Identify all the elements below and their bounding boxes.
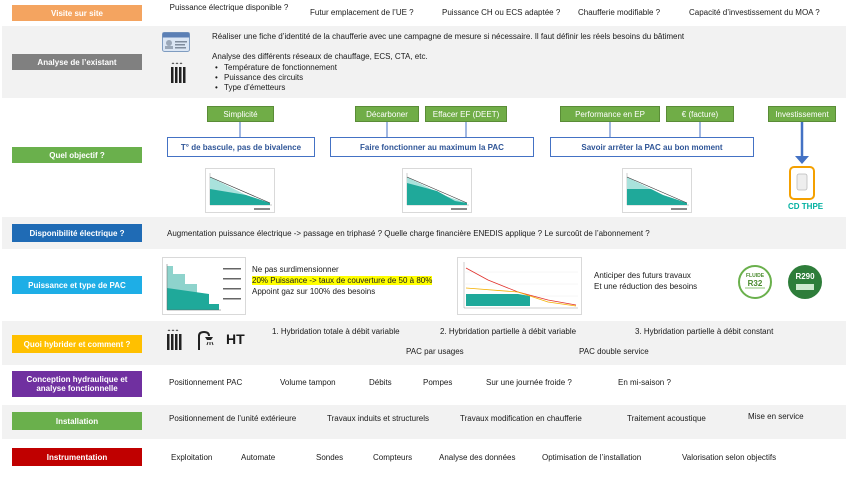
row-analyse xyxy=(2,26,846,98)
installation-item: Traitement acoustique xyxy=(627,414,706,423)
radiator-icon xyxy=(170,62,186,84)
monotone-curve-icon xyxy=(402,168,472,213)
goal-investissement: Investissement xyxy=(768,106,836,122)
bullet-item: • Type d’émetteurs xyxy=(214,83,337,93)
cd-thpe-label: CD THPE xyxy=(788,202,824,211)
row-puissance xyxy=(2,251,846,319)
row-instrumentation xyxy=(2,441,846,477)
installation-item: Travaux induits et structurels xyxy=(327,414,429,423)
instrumentation-item: Optimisation de l’installation xyxy=(542,453,642,462)
load-curve-chart-icon xyxy=(457,257,582,315)
goal-simplicite: Simplicité xyxy=(207,106,274,122)
monotone-curve-icon xyxy=(622,168,692,213)
item-futur-emplacement: Futur emplacement de l’UE ? xyxy=(310,8,414,17)
row-hybride xyxy=(2,321,846,365)
label-analyse: Analyse de l’existant xyxy=(12,54,142,70)
strategy-max-pac: Faire fonctionner au maximum la PAC xyxy=(330,137,534,157)
goal-facture: € (facture) xyxy=(666,106,734,122)
instrumentation-item: Analyse des données xyxy=(439,453,516,462)
id-card-icon xyxy=(162,32,190,52)
hybride-sub-double: PAC double service xyxy=(579,347,649,356)
instrumentation-item: Valorisation selon objectifs xyxy=(682,453,777,462)
monotone-curve-icon xyxy=(205,168,275,213)
hybride-option-2: 2. Hybridation partielle à débit variable xyxy=(440,327,577,336)
goal-performance-ep: Performance en EP xyxy=(560,106,660,122)
dispo-text: Augmentation puissance électrique -> passage en triphasé ? Quelle charge financière ENEDIS applique ? Le surcoût de l’abonnement ? xyxy=(167,229,650,238)
bullet-item: • Puissance des circuits xyxy=(214,73,337,83)
instrumentation-item: Automate xyxy=(241,453,276,462)
goal-decarboner: Décarboner xyxy=(355,106,419,122)
analyse-line2: Analyse des différents réseaux de chauffage, ECS, CTA, etc. xyxy=(212,52,428,61)
bullet-item: • Température de fonctionnement xyxy=(214,63,337,73)
r32-badge-icon xyxy=(737,264,773,300)
puissance-line5: Et une réduction des besoins xyxy=(594,282,698,291)
item-puissance-ch: Puissance CH ou ECS adaptée ? xyxy=(442,8,561,17)
analyse-bullets xyxy=(214,63,337,93)
row-installation xyxy=(2,405,846,439)
strategy-arret-pac: Savoir arrêter la PAC au bon moment xyxy=(550,137,754,157)
strategy-bivalence: T° de bascule, pas de bivalence xyxy=(167,137,315,157)
puissance-line1: Ne pas surdimensionner xyxy=(252,265,339,274)
instrumentation-item: Sondes xyxy=(316,453,344,462)
heat-pump-unit-icon xyxy=(789,166,815,200)
coverage-chart-icon xyxy=(162,257,246,315)
row-conception xyxy=(2,367,846,403)
r290-badge-icon xyxy=(787,264,823,300)
row-objectif xyxy=(2,100,846,215)
conception-item: Pompes xyxy=(423,378,453,387)
label-objectif: Quel objectif ? xyxy=(12,147,142,163)
item-capacite-invest: Capacité d’investissement du MOA ? xyxy=(689,8,820,17)
conception-item: En mi-saison ? xyxy=(618,378,671,387)
r32-badge-top: FLUIDE xyxy=(745,273,765,279)
label-instrumentation: Instrumentation xyxy=(12,448,142,466)
hybride-option-3: 3. Hybridation partielle à débit constant xyxy=(635,327,774,336)
item-puissance-dispo: Puissance électrique disponible ? xyxy=(169,3,289,12)
hybride-sub-usages: PAC par usages xyxy=(406,347,464,356)
r32-badge-main: R32 xyxy=(747,279,763,288)
ht-label: HT xyxy=(226,331,245,347)
row-visite xyxy=(2,2,846,24)
label-visite: Visite sur site xyxy=(12,5,142,21)
analyse-line1: Réaliser une fiche d’identité de la chaufferie avec une campagne de mesure si nécessaire. Il faut définir les réels besoins du bâtiment xyxy=(212,32,685,41)
label-puissance: Puissance et type de PAC xyxy=(12,276,142,294)
conception-item: Sur une journée froide ? xyxy=(486,378,572,387)
hybride-option-1: 1. Hybridation totale à débit variable xyxy=(272,327,400,336)
shower-icon xyxy=(196,330,214,350)
installation-item: Mise en service xyxy=(748,412,804,421)
r290-badge-main: R290 xyxy=(795,272,815,281)
goal-effacer-ef: Effacer EF (DEET) xyxy=(425,106,507,122)
installation-item: Travaux modification en chaufferie xyxy=(460,414,582,423)
label-hybride: Quoi hybrider et comment ? xyxy=(12,335,142,353)
row-dispo xyxy=(2,217,846,249)
puissance-line3: Appoint gaz sur 100% des besoins xyxy=(252,287,376,296)
label-conception: Conception hydraulique et analyse fonctionnelle xyxy=(12,371,142,397)
conception-item: Débits xyxy=(369,378,392,387)
puissance-line2: 20% Puissance -> taux de couverture de 50 à 80% xyxy=(252,276,433,285)
instrumentation-item: Exploitation xyxy=(171,453,213,462)
instrumentation-item: Compteurs xyxy=(373,453,413,462)
installation-item: Positionnement de l’unité extérieure xyxy=(169,414,297,423)
conception-item: Positionnement PAC xyxy=(169,378,243,387)
radiator-icon xyxy=(166,329,182,351)
item-chaufferie-modifiable: Chaufferie modifiable ? xyxy=(578,8,661,17)
conception-item: Volume tampon xyxy=(280,378,336,387)
puissance-line4: Anticiper des futurs travaux xyxy=(594,271,691,280)
label-installation: Installation xyxy=(12,412,142,430)
label-dispo: Disponibilité électrique ? xyxy=(12,224,142,242)
